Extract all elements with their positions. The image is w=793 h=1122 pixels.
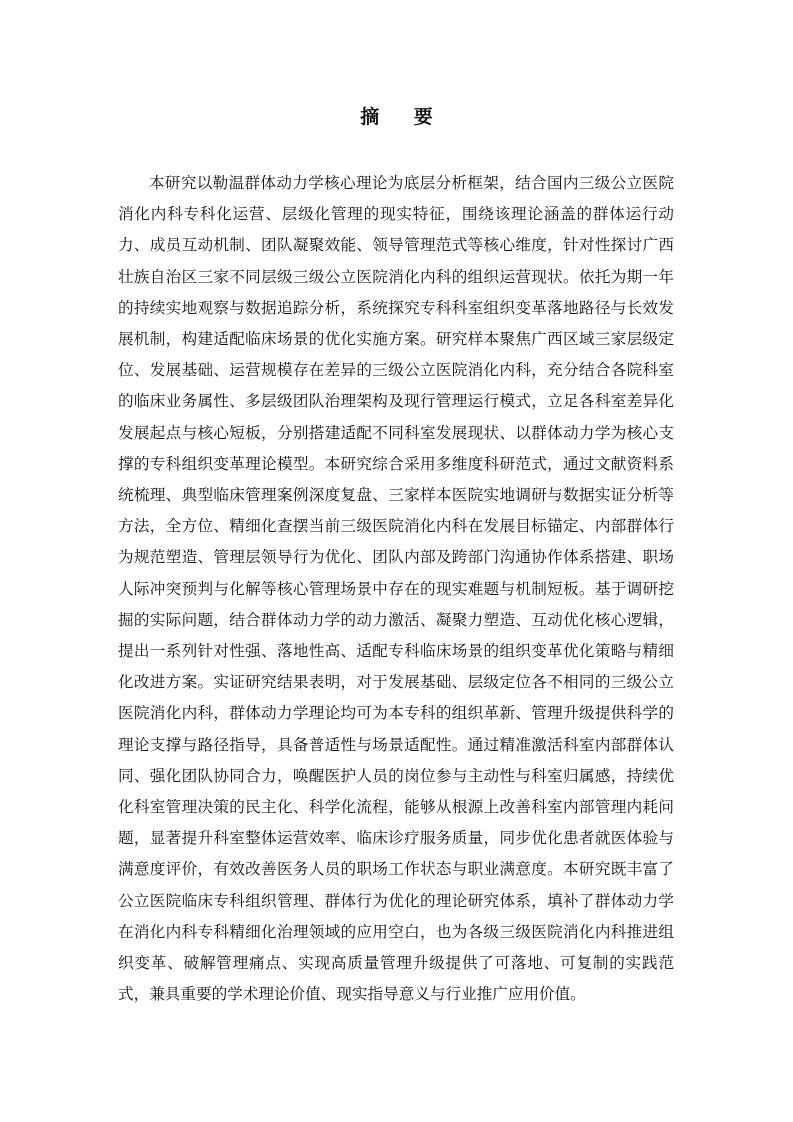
abstract-paragraph: 本研究以勒温群体动力学核心理论为底层分析框架，结合国内三级公立医院消化内科专科化运营、层级化管理的现实特征，围绕该理论涵盖的群体运行动力、成员互动机制、团队凝聚效能、领导管理范式等核心维度，针对性探讨广西壮族自治区三家不同层级三级公立医院消化内科的组织运营现状。依托为期一年的持续实地观察与数据追踪分析，系统探究专科科室组织变革落地路径与长效发展机制，构建适配临床场景的优化实施方案。研究样本聚焦广西区域三家层级定位、发展基础、运营规模存在差异的三级公立医院消化内科，充分结合各院科室的临床业务属性、多层级团队治理架构及现行管理运行模式，立足各科室差异化发展起点与核心短板，分别搭建适配不同科室发展现状、以群体动力学为核心支撑的专科组织变革理论模型。本研究综合采用多维度科研范式，通过文献资料系统梳理、典型临床管理案例深度复盘、三家样本医院实地调研与数据实证分析等方法，全方位、精细化查摆当前三级医院消化内科在发展目标锚定、内部群体行为规范塑造、管理层领导行为优化、团队内部及跨部门沟通协作体系搭建、职场人际冲突预判与化解等核心管理场景中存在的现实难题与机制短板。基于调研挖掘的实际问题，结合群体动力学的动力激活、凝聚力塑造、互动优化核心逻辑，提出一系列针对性强、落地性高、适配专科临床场景的组织变革优化策略与精细化改进方案。实证研究结果表明，对于发展基础、层级定位各不相同的三级公立医院消化内科，群体动力学理论均可为本专科的组织革新、管理升级提供科学的理论支撑与路径指导，具备普适性与场景适配性。通过精准激活科室内部群体认同、强化团队协同合力，唤醒医护人员的岗位参与主动性与科室归属感，持续优化科室管理决策的民主化、科学化流程，能够从根源上改善科室内部管理内耗问题，显著提升科室整体运营效率、临床诊疗服务质量，同步优化患者就医体验与满意度评价，有效改善医务人员的职场工作状态与职业满意度。本研究既丰富了公立医院临床专科组织管理、群体行为优化的理论研究体系，填补了群体动力学在消化内科专科精细化治理领域的应用空白，也为各级三级医院消化内科推进组织变革、破解管理痛点、实现高质量管理升级提供了可落地、可复制的实践范式，兼具重要的学术理论价值、现实指导意义与行业推广应用价值。 — [118, 174, 674, 1004]
abstract-title: 摘 要 — [360, 106, 447, 128]
